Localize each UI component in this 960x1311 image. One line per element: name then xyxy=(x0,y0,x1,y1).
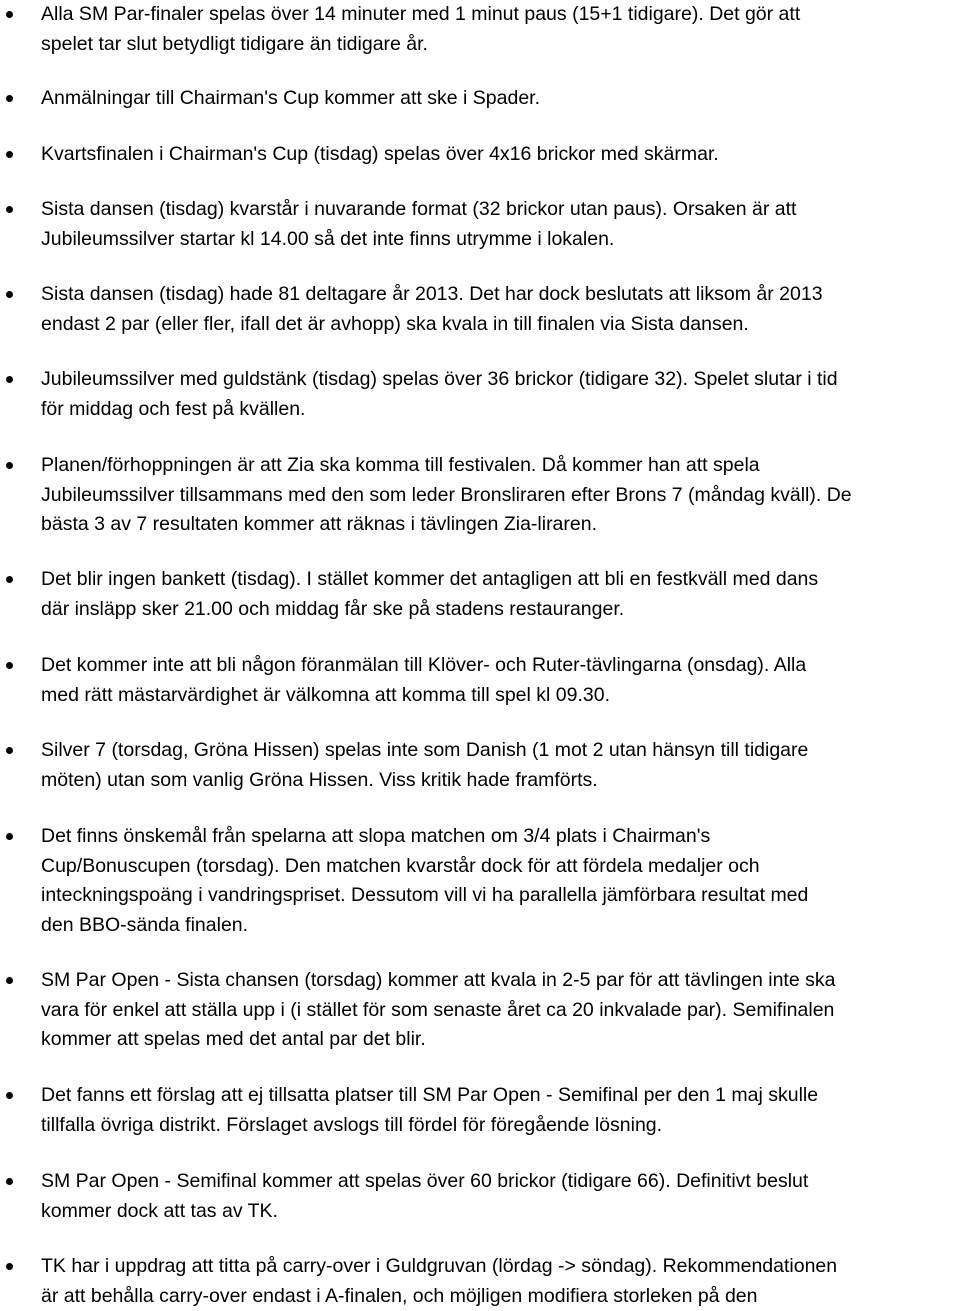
bullet-icon xyxy=(6,977,13,984)
list-item-text xyxy=(41,822,953,940)
bullet-icon xyxy=(6,291,13,298)
text-line: Sista dansen (tisdag) hade 81 deltagare år 2013. Det har dock beslutats att liksom år 2013 xyxy=(41,283,823,305)
text-line: Det finns önskemål från spelarna att slopa matchen om 3/4 plats i Chairman's xyxy=(41,825,711,847)
text-line: möten) utan som vanlig Gröna Hissen. Viss kritik hade framförts. xyxy=(41,768,598,791)
bullet-icon xyxy=(6,1263,13,1270)
text-line: kommer att spelas med det antal par det blir. xyxy=(41,1028,426,1050)
text-line: Det blir ingen bankett (tisdag). I stället kommer det antagligen att bli en festkväll med dans xyxy=(41,568,819,590)
bullet-icon xyxy=(6,206,13,213)
list-item-text xyxy=(41,365,953,424)
text-line: Silver 7 (torsdag, Gröna Hissen) spelas inte som Danish (1 mot 2 utan hänsyn till tidigare xyxy=(41,739,809,761)
text-line: Det fanns ett förslag att ej tillsatta platser till SM Par Open - Semifinal per den 1 maj skulle xyxy=(41,1084,819,1106)
list-item-text xyxy=(41,1081,953,1140)
bullet-icon xyxy=(6,376,13,383)
list-item-text xyxy=(41,651,953,710)
text-line: Jubileumssilver tillsammans med den som leder Bronsliraren efter Brons 7 (måndag kväll). De xyxy=(41,483,852,506)
text-line: där insläpp sker 21.00 och middag får ske på stadens restauranger. xyxy=(41,597,625,620)
bullet-icon xyxy=(6,95,13,102)
list-item-text xyxy=(41,736,953,795)
text-line: den BBO-sända finalen. xyxy=(41,913,249,936)
bullet-icon xyxy=(6,11,13,18)
bullet-icon xyxy=(6,151,13,158)
list-item-text xyxy=(41,140,953,170)
text-line: Sista dansen (tisdag) kvarstår i nuvarande format (32 brickor utan paus). Orsaken är att xyxy=(41,198,797,220)
text-line: tillfalla övriga distrikt. Förslaget avslogs till fördel för föregående lösning. xyxy=(41,1113,663,1136)
text-line: Kvartsfinalen i Chairman's Cup (tisdag) spelas över 4x16 brickor med skärmar. xyxy=(41,143,719,165)
text-line: för middag och fest på kvällen. xyxy=(41,397,306,420)
text-line: endast 2 par (eller fler, ifall det är avhopp) ska kvala in till finalen via Sista dansen. xyxy=(41,312,749,335)
text-line: spelet tar slut betydligt tidigare än tidigare år. xyxy=(41,32,428,55)
list-item-text xyxy=(41,84,953,114)
bullet-icon xyxy=(6,462,13,469)
text-line: Cup/Bonuscupen (torsdag). Den matchen kvarstår dock för att fördela medaljer och xyxy=(41,854,760,877)
text-line: bästa 3 av 7 resultaten kommer att räknas i tävlingen Zia-liraren. xyxy=(41,513,598,535)
text-line: är att behålla carry-over endast i A-finalen, och möjligen modifiera storleken på den xyxy=(41,1284,758,1307)
list-item-text xyxy=(41,1252,953,1311)
list-item-text xyxy=(41,451,953,540)
text-line: kommer dock att tas av TK. xyxy=(41,1199,278,1222)
text-line: TK har i uppdrag att titta på carry-over i Guldgruvan (lördag -> söndag). Rekommendationen xyxy=(41,1255,838,1277)
text-line: Jubileumssilver med guldstänk (tisdag) spelas över 36 brickor (tidigare 32). Spelet slutar i tid xyxy=(41,368,838,390)
list-item-text xyxy=(41,1167,953,1226)
bullet-icon xyxy=(6,1178,13,1185)
list-item-text xyxy=(41,966,953,1055)
bullet-icon xyxy=(6,662,13,669)
text-line: Alla SM Par-finaler spelas över 14 minuter med 1 minut paus (15+1 tidigare). Det gör att xyxy=(41,3,801,25)
text-line: vara för enkel att ställa upp i (i stället för som senaste året ca 20 inkvalade par). Semifinalen xyxy=(41,998,835,1021)
list-item-text xyxy=(41,0,953,59)
bullet-icon xyxy=(6,833,13,840)
text-line: Anmälningar till Chairman's Cup kommer att ske i Spader. xyxy=(41,87,541,109)
bullet-icon xyxy=(6,1092,13,1099)
text-line: inteckningspoäng i vandringspriset. Dessutom vill vi ha parallella jämförbara resultat med xyxy=(41,884,809,906)
text-line: Jubileumssilver startar kl 14.00 så det inte finns utrymme i lokalen. xyxy=(41,227,615,250)
text-line: Det kommer inte att bli någon föranmälan till Klöver- och Ruter-tävlingarna (onsdag). Alla xyxy=(41,654,807,676)
text-line: med rätt mästarvärdighet är välkomna att komma till spel kl 09.30. xyxy=(41,683,610,706)
bullet-icon xyxy=(6,747,13,754)
bullet-icon xyxy=(6,576,13,583)
list-item-text xyxy=(41,565,953,624)
text-line: Planen/förhoppningen är att Zia ska komma till festivalen. Då kommer han att spela xyxy=(41,454,760,476)
list-item-text xyxy=(41,280,953,339)
list-item-text xyxy=(41,195,953,254)
text-line: SM Par Open - Sista chansen (torsdag) kommer att kvala in 2-5 par för att tävlingen inte ska xyxy=(41,969,836,991)
text-line: SM Par Open - Semifinal kommer att spelas över 60 brickor (tidigare 66). Definitivt beslut xyxy=(41,1170,809,1192)
